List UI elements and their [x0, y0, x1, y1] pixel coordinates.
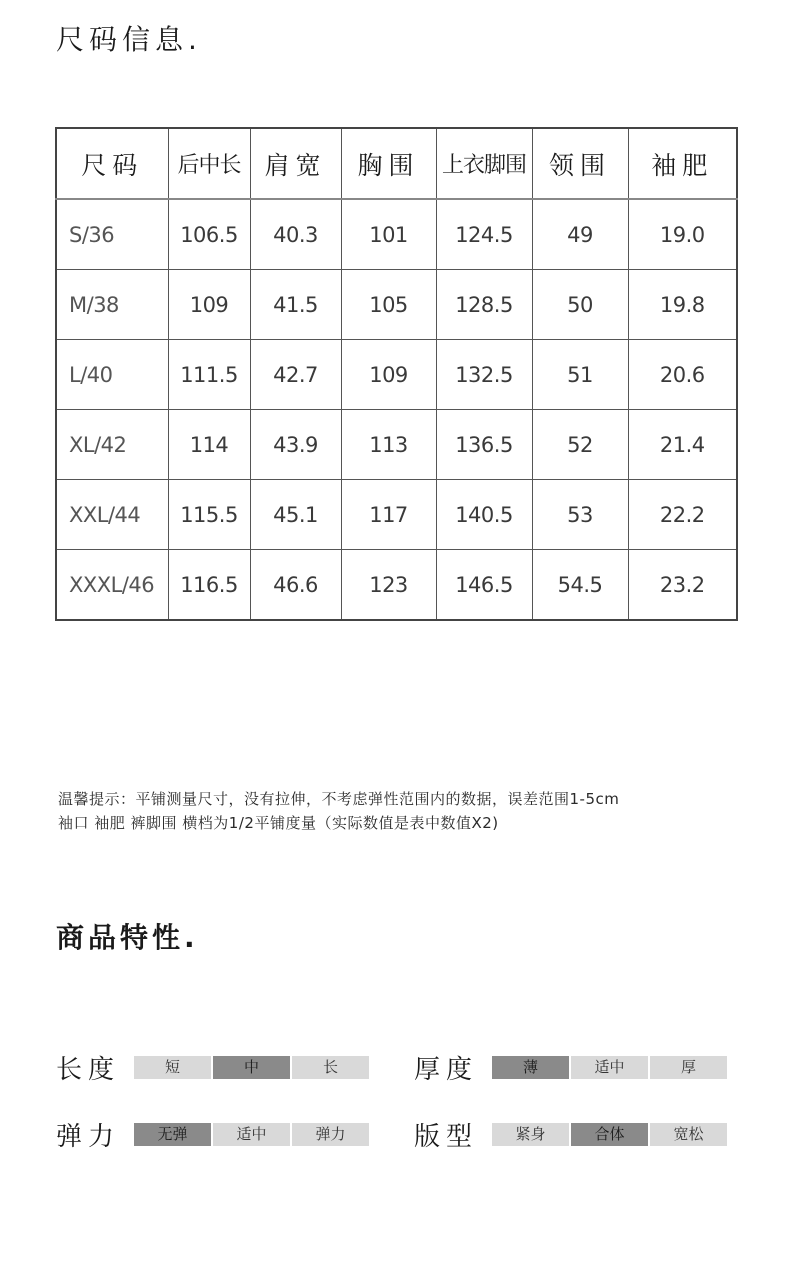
attribute-options [134, 1056, 369, 1079]
header-cell: 领围 [532, 128, 628, 199]
attribute-option: 长 [292, 1056, 369, 1079]
attribute-options [134, 1123, 369, 1146]
table-cell: 46.6 [250, 550, 341, 621]
table-header-row [56, 128, 737, 199]
table-cell: 23.2 [628, 550, 737, 621]
table-row [56, 270, 737, 340]
table-cell: 42.7 [250, 340, 341, 410]
table-cell: 105 [341, 270, 436, 340]
attribute-options [492, 1056, 727, 1079]
table-cell: 116.5 [168, 550, 250, 621]
attribute-option: 无弹 [134, 1123, 211, 1146]
table-cell: 128.5 [436, 270, 532, 340]
attribute-label: 版型 [414, 1122, 479, 1152]
attribute-option: 适中 [213, 1123, 290, 1146]
table-cell: 52 [532, 410, 628, 480]
table-row [56, 340, 737, 410]
table-cell: 124.5 [436, 199, 532, 270]
table-cell: 117 [341, 480, 436, 550]
table-cell: 21.4 [628, 410, 737, 480]
attribute-label: 长度 [56, 1055, 121, 1085]
table-cell: 45.1 [250, 480, 341, 550]
table-cell: 51 [532, 340, 628, 410]
attribute-label: 厚度 [414, 1055, 479, 1085]
header-cell: 袖肥 [628, 128, 737, 199]
size-label-cell: XXXL/46 [56, 550, 168, 621]
size-info-title: 尺码信息. [56, 23, 202, 56]
attribute-option: 宽松 [650, 1123, 727, 1146]
table-cell: 114 [168, 410, 250, 480]
attribute-option: 薄 [492, 1056, 569, 1079]
table-cell: 50 [532, 270, 628, 340]
attribute-fit [414, 1116, 727, 1153]
size-label-cell: L/40 [56, 340, 168, 410]
attribute-option: 紧身 [492, 1123, 569, 1146]
attribute-option: 中 [213, 1056, 290, 1079]
table-cell: 22.2 [628, 480, 737, 550]
table-cell: 54.5 [532, 550, 628, 621]
measurement-tip [58, 787, 619, 835]
table-cell: 109 [341, 340, 436, 410]
attribute-option: 短 [134, 1056, 211, 1079]
table-row [56, 199, 737, 270]
size-label-cell: XL/42 [56, 410, 168, 480]
table-cell: 115.5 [168, 480, 250, 550]
table-cell: 49 [532, 199, 628, 270]
table-cell: 132.5 [436, 340, 532, 410]
header-cell: 尺码 [56, 128, 168, 199]
attribute-option: 适中 [571, 1056, 648, 1079]
table-row [56, 480, 737, 550]
table-cell: 19.8 [628, 270, 737, 340]
table-cell: 111.5 [168, 340, 250, 410]
table-cell: 53 [532, 480, 628, 550]
table-cell: 146.5 [436, 550, 532, 621]
table-cell: 136.5 [436, 410, 532, 480]
product-features-title: 商品特性. [56, 921, 199, 954]
table-cell: 109 [168, 270, 250, 340]
attribute-option: 合体 [571, 1123, 648, 1146]
attribute-length [56, 1049, 369, 1086]
tip-line: 袖口 袖肥 裤脚围 横档为1/2平铺度量（实际数值是表中数值X2) [58, 814, 499, 832]
table-cell: 140.5 [436, 480, 532, 550]
table-cell: 101 [341, 199, 436, 270]
table-cell: 19.0 [628, 199, 737, 270]
size-table [55, 127, 738, 621]
header-cell: 胸围 [341, 128, 436, 199]
table-cell: 106.5 [168, 199, 250, 270]
header-cell: 上衣脚围 [436, 128, 532, 199]
size-label-cell: XXL/44 [56, 480, 168, 550]
table-cell: 20.6 [628, 340, 737, 410]
attribute-thickness [414, 1049, 727, 1086]
header-cell: 后中长 [168, 128, 250, 199]
table-cell: 43.9 [250, 410, 341, 480]
attribute-options [492, 1123, 727, 1146]
attribute-label: 弹力 [56, 1122, 121, 1152]
size-label-cell: S/36 [56, 199, 168, 270]
table-cell: 41.5 [250, 270, 341, 340]
attribute-option: 弹力 [292, 1123, 369, 1146]
attribute-option: 厚 [650, 1056, 727, 1079]
table-row [56, 550, 737, 621]
size-label-cell: M/38 [56, 270, 168, 340]
table-row [56, 410, 737, 480]
header-cell: 肩宽 [250, 128, 341, 199]
table-cell: 40.3 [250, 199, 341, 270]
table-cell: 113 [341, 410, 436, 480]
table-cell: 123 [341, 550, 436, 621]
tip-line: 温馨提示：平铺测量尺寸，没有拉伸，不考虑弹性范围内的数据，误差范围1-5cm [58, 790, 620, 808]
attribute-elasticity [56, 1116, 369, 1153]
